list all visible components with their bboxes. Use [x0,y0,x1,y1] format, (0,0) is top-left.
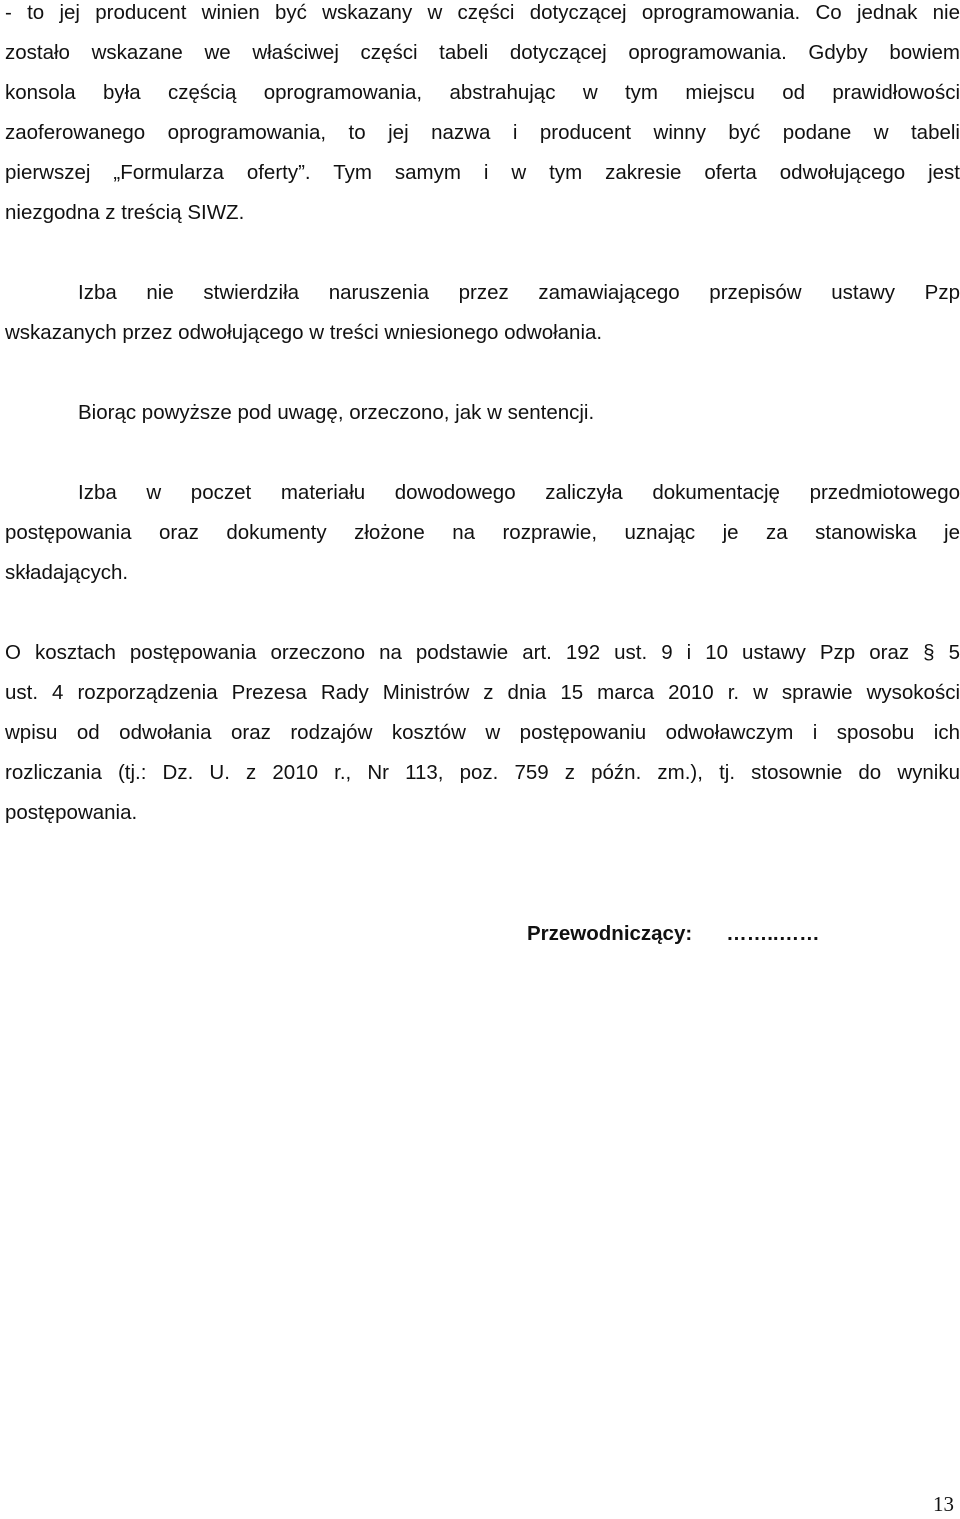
text-line: Izba w poczet materiału dowodowego zaliczyła dokumentację przedmiotowego [78,481,960,504]
text-line: Izba nie stwierdziła naruszenia przez zamawiającego przepisów ustawy Pzp [78,281,960,304]
paragraph-costs [5,633,960,833]
text-line: pierwszej „Formularza oferty”. Tym samym i w tym zakresie oferta odwołującego jest [5,161,960,184]
signature-label: Przewodniczący: [527,922,693,945]
text-line: niezgodna z treścią SIWZ. [5,201,245,224]
paragraph-no-violation [5,273,960,353]
text-line: rozliczania (tj.: Dz. U. z 2010 r., Nr 113, poz. 759 z późn. zm.), tj. stosownie do wyniku [5,761,960,784]
paragraph-software-nonconformity [5,0,960,233]
text-line: - to jej producent winien być wskazany w części dotyczącej oprogramowania. Co jednak nie [5,1,960,24]
text-line: konsola była częścią oprogramowania, abstrahując w tym miejscu od prawidłowości [5,81,960,104]
page-number: 13 [933,1492,954,1516]
paragraph-evidence [5,473,960,593]
paragraph-ruling [5,393,960,433]
text-line: zaoferowanego oprogramowania, to jej nazwa i producent winny być podane w tabeli [5,121,960,144]
signature-placeholder: ……..…… [726,922,820,945]
text-line: składających. [5,561,129,584]
text-line: O kosztach postępowania orzeczono na podstawie art. 192 ust. 9 i 10 ustawy Pzp oraz § 5 [5,641,960,664]
text-line: ust. 4 rozporządzenia Prezesa Rady Ministrów z dnia 15 marca 2010 r. w sprawie wysokości [5,681,960,704]
text-line: postępowania. [5,801,138,824]
signature-block [527,918,820,950]
text-line: wskazanych przez odwołującego w treści wniesionego odwołania. [5,321,603,344]
text-line: zostało wskazane we właściwej części tabeli dotyczącej oprogramowania. Gdyby bowiem [5,41,960,64]
text-line: Biorąc powyższe pod uwagę, orzeczono, jak w sentencji. [78,401,595,424]
text-line: postępowania oraz dokumenty złożone na rozprawie, uznając je za stanowiska je [5,521,960,544]
text-line: wpisu od odwołania oraz rodzajów kosztów w postępowaniu odwoławczym i sposobu ich [5,721,960,744]
